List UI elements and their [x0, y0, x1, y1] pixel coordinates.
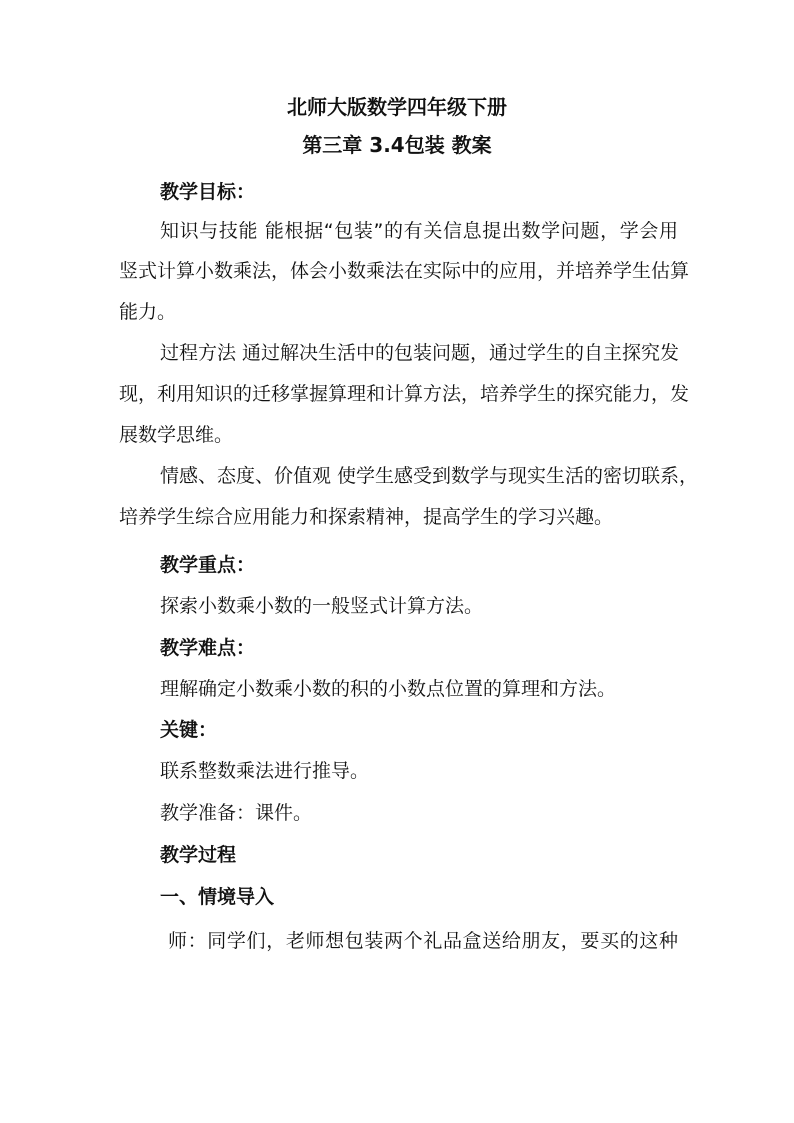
- goal3-line2: 培养学生综合应用能力和探索精神，提高学生的学习兴趣。: [119, 506, 614, 528]
- difficulty-text: 理解确定小数乘小数的积的小数点位置的算理和方法。: [160, 678, 617, 700]
- process-heading: 教学过程: [160, 844, 237, 866]
- document-subtitle: 第三章 3.4包装 教案: [302, 133, 492, 157]
- document-title: 北师大版数学四年级下册: [287, 95, 507, 119]
- goal2-line1: 过程方法 通过解决生活中的包装问题，通过学生的自主探究发: [160, 342, 680, 364]
- goals-heading: 教学目标：: [160, 181, 256, 203]
- difficulty-heading: 教学难点：: [160, 637, 256, 659]
- key-heading: 关键：: [160, 719, 218, 741]
- goal1-line2: 竖式计算小数乘法，体会小数乘法在实际中的应用，并培养学生估算: [119, 260, 690, 282]
- goal2-line2: 现，利用知识的迁移掌握算理和计算方法，培养学生的探究能力，发: [119, 383, 690, 405]
- goal1-line3: 能力。: [119, 301, 177, 323]
- goal2-line3: 展数学思维。: [119, 424, 234, 446]
- goal1-line1: 知识与技能 能根据“包装”的有关信息提出数学问题，学会用: [160, 220, 678, 242]
- goal3-line1: 情感、态度、价值观 使学生感受到数学与现实生活的密切联系，: [160, 465, 699, 487]
- key-points-heading: 教学重点：: [160, 554, 256, 576]
- preparation-text: 教学准备：课件。: [160, 802, 313, 824]
- key-text: 联系整数乘法进行推导。: [160, 760, 370, 782]
- key-points-text: 探索小数乘小数的一般竖式计算方法。: [160, 595, 484, 617]
- section1-heading: 一、情境导入: [160, 886, 275, 908]
- section1-text: 师：同学们，老师想包装两个礼品盒送给朋友，要买的这种: [168, 930, 678, 952]
